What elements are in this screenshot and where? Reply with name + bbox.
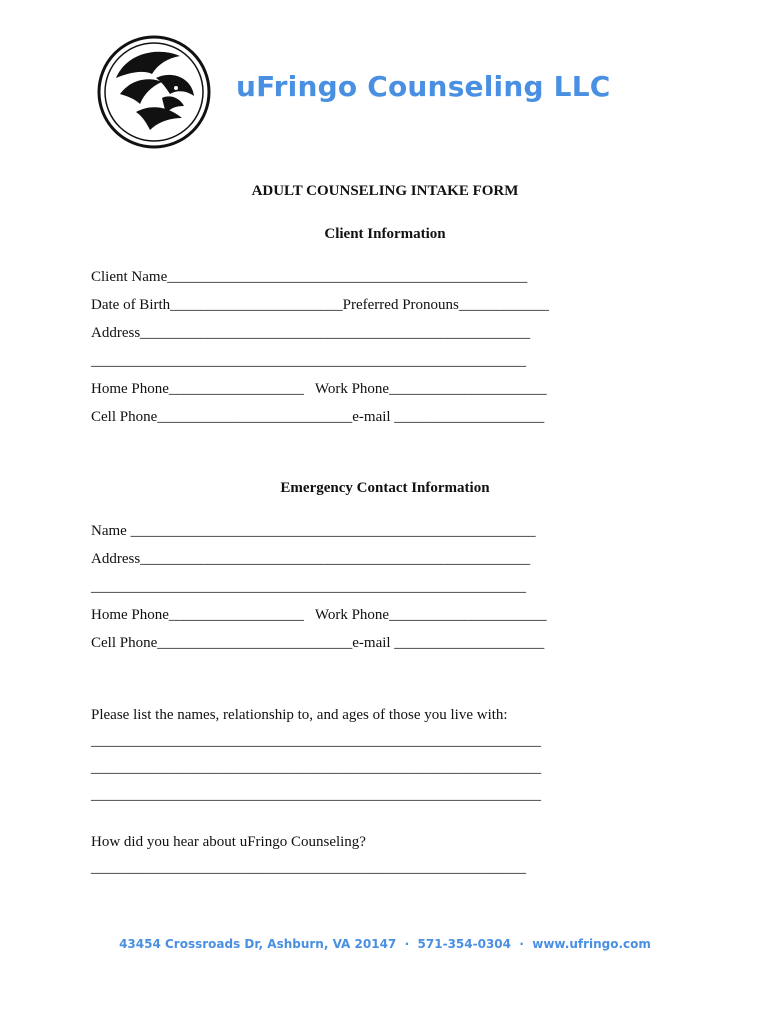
dob-pronouns-field[interactable]: Date of Birth_______________________Preferred Pronouns____________ — [91, 297, 549, 313]
referral-line[interactable]: __________________________________________________________ — [91, 860, 526, 876]
emergency-cell-email-field[interactable]: Cell Phone__________________________e-mail ____________________ — [91, 635, 545, 651]
household-prompt: Please list the names, relationship to, and ages of those you live with: — [91, 707, 508, 723]
household-line[interactable]: ____________________________________________________________ — [91, 733, 541, 749]
client-name-field[interactable]: Client Name________________________________________________ — [91, 269, 528, 285]
address-field[interactable]: Address____________________________________________________ — [91, 325, 531, 341]
emergency-phone-field[interactable]: Home Phone__________________ Work Phone_____________________ — [91, 607, 547, 623]
client-section-title: Client Information — [324, 226, 446, 242]
emergency-name-field[interactable]: Name ______________________________________________________ — [91, 523, 536, 539]
household-line[interactable]: ____________________________________________________________ — [91, 760, 541, 776]
company-name: uFringo Counseling LLC — [236, 70, 611, 103]
bird-circle-icon — [96, 34, 212, 150]
cell-email-field[interactable]: Cell Phone__________________________e-mail ____________________ — [91, 409, 545, 425]
referral-prompt: How did you hear about uFringo Counseling? — [91, 834, 366, 850]
footer-contact: 43454 Crossroads Dr, Ashburn, VA 20147 · 571-354-0304 · www.ufringo.com — [119, 937, 651, 951]
form-title: ADULT COUNSELING INTAKE FORM — [251, 183, 519, 199]
address-line-2-field[interactable]: __________________________________________________________ — [91, 353, 526, 369]
emergency-section-title: Emergency Contact Information — [280, 480, 490, 496]
emergency-address-line-2-field[interactable]: __________________________________________________________ — [91, 579, 526, 595]
emergency-address-field[interactable]: Address____________________________________________________ — [91, 551, 531, 567]
phone-field[interactable]: Home Phone__________________ Work Phone_____________________ — [91, 381, 547, 397]
household-line[interactable]: ____________________________________________________________ — [91, 787, 541, 803]
